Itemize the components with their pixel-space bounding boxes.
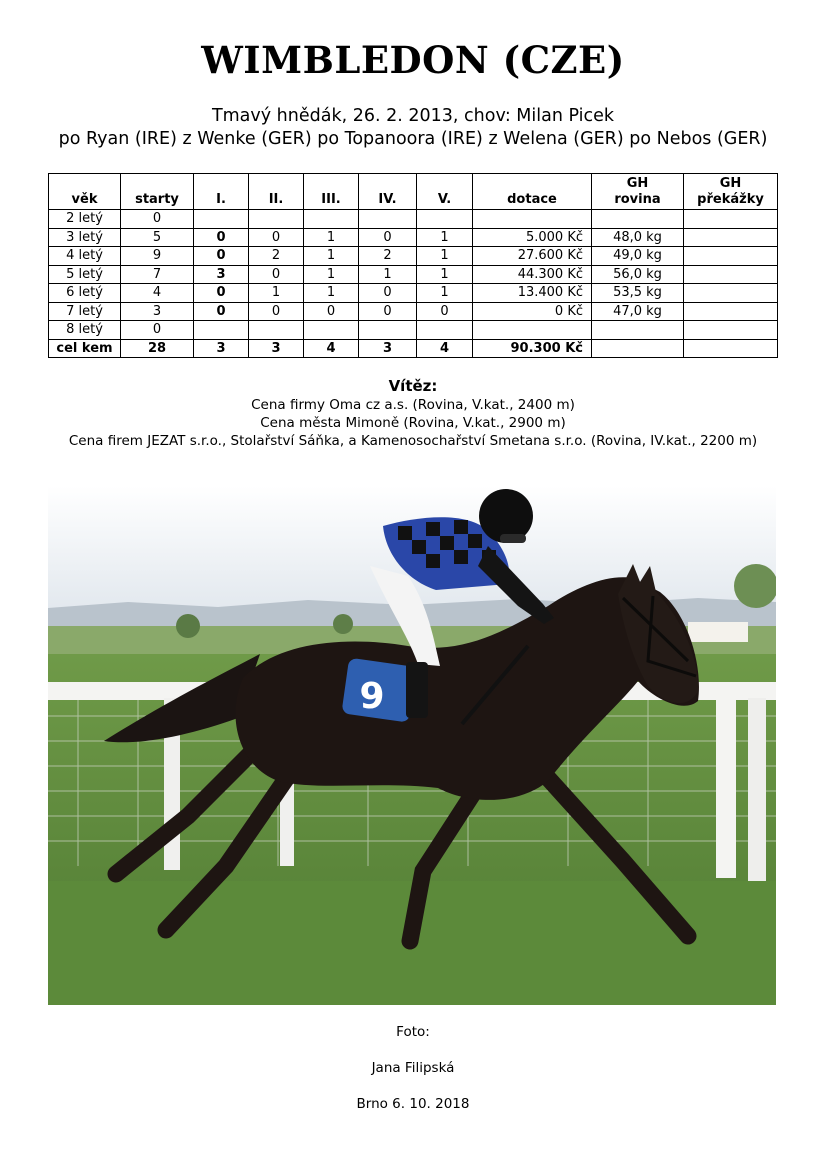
table-row — [49, 321, 778, 340]
cell-age: 4 letý — [49, 247, 121, 266]
cell-gh-jumps — [684, 302, 778, 321]
cell-prize-money: 5.000 Kč — [473, 228, 592, 247]
cell-gh-jumps — [684, 265, 778, 284]
cell-first: 0 — [194, 228, 249, 247]
winner-race-1: Cena firmy Oma cz a.s. (Rovina, V.kat., 2400 m) — [251, 397, 575, 413]
cell-second: 1 — [249, 284, 304, 303]
col-header-gh-jumps-line1: GH — [719, 176, 742, 191]
cell-starts: 4 — [121, 284, 194, 303]
cell-second — [249, 321, 304, 340]
cell-prize-money: 44.300 Kč — [473, 265, 592, 284]
cell-prize-money — [473, 210, 592, 229]
col-header-fifth: V. — [417, 174, 473, 210]
cell-fifth — [417, 321, 473, 340]
photo-tree — [734, 564, 776, 608]
cell-fifth: 0 — [417, 302, 473, 321]
table-row — [49, 228, 778, 247]
photo-tree — [333, 614, 353, 634]
career-stats-table — [48, 173, 778, 358]
cell-gh-flat: 47,0 kg — [592, 302, 684, 321]
cell-age: 7 letý — [49, 302, 121, 321]
cell-starts: 9 — [121, 247, 194, 266]
cell-starts: 3 — [121, 302, 194, 321]
cell-gh-flat — [592, 210, 684, 229]
cell-second: 2 — [249, 247, 304, 266]
cell-gh-jumps — [684, 210, 778, 229]
cell-age: 5 letý — [49, 265, 121, 284]
cell-first: 0 — [194, 284, 249, 303]
cell-fifth — [417, 210, 473, 229]
total-second: 3 — [249, 339, 304, 358]
cell-fifth: 1 — [417, 247, 473, 266]
cell-starts: 0 — [121, 321, 194, 340]
jockey-boot — [406, 662, 428, 718]
photo-credit-label: Foto: — [396, 1024, 430, 1040]
cell-second: 0 — [249, 302, 304, 321]
cell-first: 0 — [194, 302, 249, 321]
cell-second: 0 — [249, 265, 304, 284]
cell-age: 2 letý — [49, 210, 121, 229]
cell-fourth: 0 — [359, 284, 417, 303]
cell-fourth: 1 — [359, 265, 417, 284]
horse-info-line: Tmavý hnědák, 26. 2. 2013, chov: Milan Picek — [211, 106, 615, 126]
cell-second: 0 — [249, 228, 304, 247]
col-header-first: I. — [194, 174, 249, 210]
cell-gh-flat: 56,0 kg — [592, 265, 684, 284]
horse-name-title: WIMBLEDON (CZE) — [201, 38, 625, 82]
total-third: 4 — [304, 339, 359, 358]
cell-third: 1 — [304, 265, 359, 284]
col-header-third: III. — [304, 174, 359, 210]
table-row — [49, 247, 778, 266]
cell-fourth — [359, 210, 417, 229]
photographer-name: Jana Filipská — [371, 1060, 455, 1076]
cell-gh-jumps — [684, 247, 778, 266]
cell-prize-money: 27.600 Kč — [473, 247, 592, 266]
cell-fifth: 1 — [417, 265, 473, 284]
table-row — [49, 302, 778, 321]
cell-second — [249, 210, 304, 229]
col-header-fourth: IV. — [359, 174, 417, 210]
table-row — [49, 284, 778, 303]
col-header-age: věk — [49, 174, 121, 210]
cell-third: 1 — [304, 247, 359, 266]
col-header-starts: starty — [121, 174, 194, 210]
col-header-gh-flat-line1: GH — [626, 176, 649, 191]
cell-starts: 0 — [121, 210, 194, 229]
cell-gh-jumps — [684, 321, 778, 340]
col-header-gh-jumps-line2: překážky — [697, 192, 764, 207]
cell-gh-flat — [592, 321, 684, 340]
total-gh-jumps — [684, 339, 778, 358]
cell-third: 1 — [304, 284, 359, 303]
photo-tree — [176, 614, 200, 638]
cell-first — [194, 210, 249, 229]
total-fourth: 3 — [359, 339, 417, 358]
cell-third — [304, 210, 359, 229]
cell-prize-money: 13.400 Kč — [473, 284, 592, 303]
col-header-prize-money: dotace — [473, 174, 592, 210]
cell-fifth: 1 — [417, 284, 473, 303]
cell-prize-money — [473, 321, 592, 340]
cell-age: 8 letý — [49, 321, 121, 340]
jockey-goggles — [500, 534, 526, 543]
winner-race-2: Cena města Mimoně (Rovina, V.kat., 2900 m) — [260, 415, 566, 431]
cell-starts: 7 — [121, 265, 194, 284]
col-header-second: II. — [249, 174, 304, 210]
cell-third: 1 — [304, 228, 359, 247]
table-row — [49, 265, 778, 284]
cell-gh-flat: 53,5 kg — [592, 284, 684, 303]
cell-prize-money: 0 Kč — [473, 302, 592, 321]
race-photo — [48, 486, 776, 1005]
total-label: cel kem — [49, 339, 121, 358]
cell-fourth: 0 — [359, 302, 417, 321]
table-total-row — [49, 339, 778, 358]
cell-age: 3 letý — [49, 228, 121, 247]
photo-tent — [688, 622, 748, 642]
total-starts: 28 — [121, 339, 194, 358]
saddle-number: 9 — [359, 676, 385, 717]
cell-gh-jumps — [684, 228, 778, 247]
winner-heading: Vítěz: — [388, 377, 438, 395]
cell-first: 3 — [194, 265, 249, 284]
cell-age: 6 letý — [49, 284, 121, 303]
cell-fourth — [359, 321, 417, 340]
cell-first: 0 — [194, 247, 249, 266]
photo-fence-post — [716, 698, 736, 878]
cell-starts: 5 — [121, 228, 194, 247]
col-header-gh-flat — [592, 174, 684, 210]
total-prize-money: 90.300 Kč — [473, 339, 592, 358]
photo-fence-post — [748, 698, 766, 888]
table-row — [49, 210, 778, 229]
cell-gh-flat: 49,0 kg — [592, 247, 684, 266]
place-and-date: Brno 6. 10. 2018 — [356, 1096, 470, 1112]
cell-gh-jumps — [684, 284, 778, 303]
total-fifth: 4 — [417, 339, 473, 358]
col-header-gh-jumps — [684, 174, 778, 210]
cell-fifth: 1 — [417, 228, 473, 247]
total-first: 3 — [194, 339, 249, 358]
cell-gh-flat: 48,0 kg — [592, 228, 684, 247]
pedigree-line: po Ryan (IRE) z Wenke (GER) po Topanoora (IRE) z Welena (GER) po Nebos (GER) — [58, 129, 768, 149]
col-header-gh-flat-line2: rovina — [614, 192, 661, 207]
total-gh-flat — [592, 339, 684, 358]
cell-first — [194, 321, 249, 340]
cell-third — [304, 321, 359, 340]
cell-third: 0 — [304, 302, 359, 321]
cell-fourth: 0 — [359, 228, 417, 247]
cell-fourth: 2 — [359, 247, 417, 266]
winner-race-3: Cena firem JEZAT s.r.o., Stolařství Sáňka, a Kamenosochařství Smetana s.r.o. (Rovina, IV.kat., 2200 m) — [68, 433, 758, 449]
table-header-row — [49, 174, 778, 210]
